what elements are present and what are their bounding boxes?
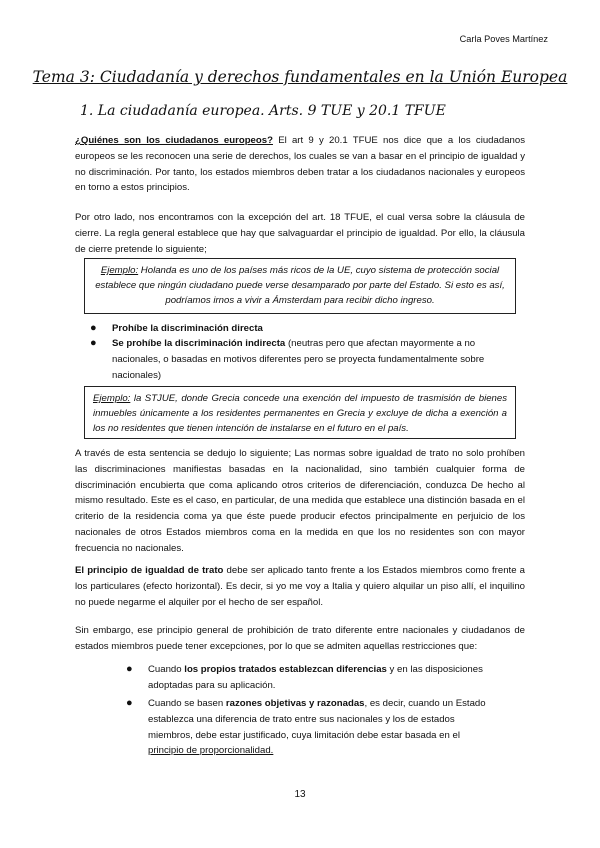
section-heading: 1. La ciudadanía europea. Arts. 9 TUE y 20.1 TFUE [80,103,446,119]
paragraph-equal-treatment [75,563,525,610]
example-label: Ejemplo: [100,265,139,276]
bullet-text: y en las disposiciones adoptadas para su aplicación. [148,664,483,691]
bullet-text: Cuando [148,664,185,675]
bullet-icon: ● [126,663,133,675]
paragraph-sentence-deduction [75,446,525,557]
bullet-icon: ● [90,337,97,349]
paragraph-text: debe ser aplicado tanto frente a los Estados miembros como frente a los particulares (efecto horizontal). Es decir, si yo me voy a Italia y quiero alquilar un piso allí, el inquilino no puede negarme el alquiler por el hecho de ser español. [75,565,525,608]
bullet-text: Cuando se basen [148,698,226,709]
example-box-holland [84,258,516,314]
author-header: Carla Poves Martínez [459,34,548,44]
example-text: la STJUE, donde Grecia concede una exención del impuesto de trasmisión de bienes inmuebles únicamente a los residentes permanentes en Grecia y excluye de dicha a exención a los no residentes que tienen intención de instalarse en el futuro en el país. [93,393,507,434]
bullet-icon: ● [90,322,97,334]
paragraph-text: A través de esta sentencia se dedujo lo siguiente; Las normas sobre igualdad de trato no solo prohíben las discriminaciones manifiestas basadas en la nacionalidad, sino también cualquier forma de discriminación encubierta que coma aplicando otros criterios de diferenciación, conduzca De hecho al mismo resultado. Este es el caso, en particular, de una medida que establece una distinción basada en el criterio de la residencia coma ya que éste puede producir efectos principalmente en perjuicio de los nacionales de otros Estados miembros coma en la medida en que los no residentes son con mayor frecuencia no nacionales. [75,448,525,554]
paragraph-text: Por otro lado, nos encontramos con la excepción del art. 18 TFUE, el cual versa sobre la cláusula de cierre. La regla general establece que hay que salvaguardar el principio de igualdad. Por ello, la cláusula de cierre pretende lo siguiente; [75,212,525,255]
bullet-bold: razones objetivas y razonadas [225,698,365,709]
bullet-bold: los propios tratados establezcan diferencias [184,664,387,675]
document-title: Tema 3: Ciudadanía y derechos fundamentales en la Unión Europea [32,68,568,86]
bullet-item [90,321,263,337]
question-lead: ¿Quiénes son los ciudadanos europeos? [75,135,273,146]
bullet-item [126,696,488,759]
bullet-text: (neutras pero que afectan mayormente a no nacionales, o basadas en motivos diferentes pero se proyecta fundamentalmente sobre nacionales) [112,338,485,381]
principle-link[interactable]: principio de proporcionalidad. [148,745,274,757]
bullet-text: , es decir, cuando un Estado establezca una diferencia de trato entre sus nacionales y los de estados miembros, debe estar justificado, cuya limitación debe estar basada en el [148,698,486,741]
paragraph-closing-clause [75,210,525,257]
page-number: 13 [294,789,306,800]
paragraph-lead: El principio de igualdad de trato [75,565,224,576]
bullet-icon: ● [126,697,133,709]
bullet-bold: Prohíbe la discriminación directa [112,323,263,334]
paragraph-text: Sin embargo, ese principio general de prohibición de trato diferente entre nacionales y ciudadanos de estados miembros puede tener excepciones, por lo que se admiten aquellas restricciones que: [75,625,525,652]
paragraph-who-are-citizens [75,133,525,196]
paragraph-exceptions [75,623,525,655]
example-text: Holanda es uno de los países más ricos de la UE, cuyo sistema de protección social establece que ningún ciudadano puede verse desamparado por parte del Estado. Si esto es así, podríamos irnos a vivir a Ámsterdam para recibir dicho ingreso. [95,265,505,306]
bullet-bold: Se prohíbe la discriminación indirecta [112,338,286,349]
example-box-greece [84,386,516,439]
bullet-item [90,336,517,383]
paragraph-text: El art 9 y 20.1 TFUE nos dice que a los ciudadanos europeos se les reconocen una serie de derechos, los cuales se van a basar en el principio de igualdad y no discriminación. Por tanto, los estados miembros deben tratar a los ciudadanos nacionales y europeos en torno a estos principios. [75,135,525,194]
example-label: Ejemplo: [93,393,131,404]
bullet-item [126,662,488,694]
